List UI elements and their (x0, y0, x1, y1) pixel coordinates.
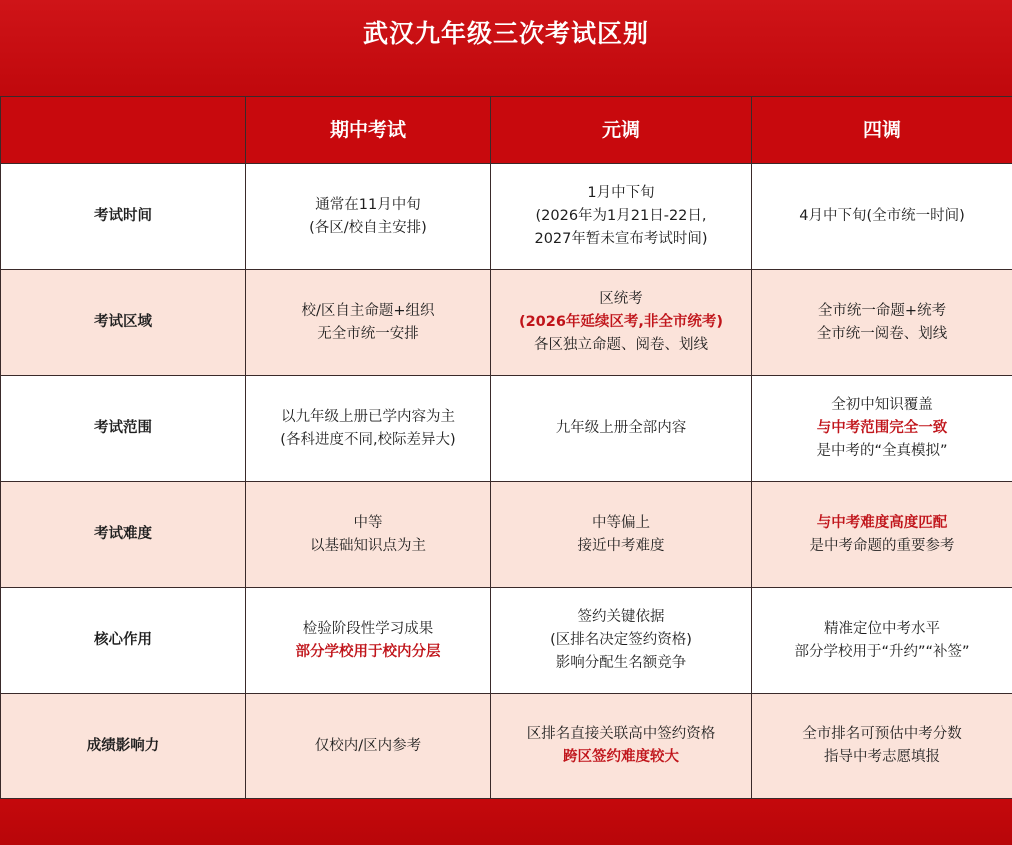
cell-text-line: 是中考命题的重要参考 (809, 537, 955, 554)
cell-text-line: 各区独立命题、阅卷、划线 (534, 337, 708, 353)
cell-text-line: 通常在11月中旬 (315, 196, 421, 213)
cell-score-influence-col3 (752, 694, 1012, 799)
cell-exam-scope-col2 (491, 376, 752, 482)
cell-text-line: 无全市统一安排 (317, 325, 419, 342)
row-label-core-function: 核心作用 (1, 588, 246, 694)
cell-text-line: 九年级上册全部内容 (555, 420, 687, 436)
comparison-table (0, 96, 1012, 799)
cell-exam-region-col3 (752, 270, 1012, 376)
header-sidiao: 四调 (752, 97, 1012, 164)
cell-exam-region-col1 (246, 270, 491, 376)
cell-text-line: 影响分配生名额竞争 (555, 655, 687, 671)
footer-banner (0, 800, 1012, 845)
table-row (1, 482, 1012, 588)
highlight-text: 与中考范围完全一致 (816, 420, 948, 436)
cell-exam-region-col2 (491, 270, 752, 376)
cell-text-line: 签约关键依据 (577, 609, 665, 625)
highlight-text: (2026年延续区考,非全市统考) (518, 314, 724, 330)
cell-text-line: 2027年暂未宣布考试时间) (534, 231, 708, 247)
cell-text-line: 全市排名可预估中考分数 (802, 726, 962, 742)
cell-text-line: 接近中考难度 (577, 537, 665, 554)
cell-text-line: (各区/校自主安排) (309, 219, 427, 236)
cell-exam-scope-col1 (246, 376, 491, 482)
cell-exam-difficulty-col3 (752, 482, 1012, 588)
header-midterm: 期中考试 (246, 97, 491, 164)
cell-text-line: 4月中下旬(全市统一时间) (799, 208, 965, 224)
header-row (1, 97, 1012, 164)
table-body (1, 164, 1012, 799)
cell-text-line: 中等偏上 (592, 514, 650, 531)
cell-text-line: (区排名决定签约资格) (550, 632, 692, 648)
cell-exam-difficulty-col2 (491, 482, 752, 588)
header-yuandiao: 元调 (491, 97, 752, 164)
highlight-text: 与中考难度高度匹配 (816, 514, 948, 531)
highlight-text: 跨区签约难度较大 (563, 749, 679, 765)
cell-exam-time-col1 (246, 164, 491, 270)
cell-text-line: 部分学校用于“升约”“补签” (794, 643, 970, 660)
cell-text-line: 区排名直接关联高中签约资格 (526, 726, 716, 742)
row-label-exam-region: 考试区域 (1, 270, 246, 376)
table-row (1, 164, 1012, 270)
cell-text-line: 校/区自主命题+组织 (301, 302, 435, 319)
cell-core-function-col3 (752, 588, 1012, 694)
row-label-exam-difficulty: 考试难度 (1, 482, 246, 588)
cell-text-line: (2026年为1月21日-22日, (535, 208, 707, 224)
table-row (1, 376, 1012, 482)
cell-text-line: 全初中知识覆盖 (831, 397, 933, 413)
cell-text-line: 仅校内/区内参考 (314, 737, 422, 754)
row-label-exam-time: 考试时间 (1, 164, 246, 270)
cell-text-line: 全市统一命题+统考 (817, 302, 947, 319)
cell-text-line: 全市统一阅卷、划线 (816, 325, 948, 342)
cell-text-line: 区统考 (599, 291, 643, 307)
header-corner-cell (1, 97, 246, 164)
cell-text-line: 1月中下旬 (587, 185, 655, 201)
cell-text-line: 指导中考志愿填报 (824, 749, 940, 765)
cell-score-influence-col1 (246, 694, 491, 799)
highlight-text: 部分学校用于校内分层 (295, 643, 441, 660)
title-banner (0, 0, 1012, 96)
cell-text-line: 是中考的“全真模拟” (816, 443, 948, 459)
cell-exam-scope-col3 (752, 376, 1012, 482)
table-row (1, 588, 1012, 694)
cell-score-influence-col2 (491, 694, 752, 799)
cell-text-line: (各科进度不同,校际差异大) (280, 431, 456, 448)
cell-core-function-col1 (246, 588, 491, 694)
row-label-exam-scope: 考试范围 (1, 376, 246, 482)
cell-exam-time-col3 (752, 164, 1012, 270)
cell-exam-time-col2 (491, 164, 752, 270)
table-row (1, 270, 1012, 376)
cell-text-line: 中等 (353, 514, 383, 531)
cell-text-line: 以九年级上册已学内容为主 (281, 408, 455, 425)
cell-core-function-col2 (491, 588, 752, 694)
table-row (1, 694, 1012, 799)
row-label-score-influence: 成绩影响力 (1, 694, 246, 799)
page-title: 武汉九年级三次考试区别 (362, 19, 649, 48)
cell-text-line: 检验阶段性学习成果 (302, 620, 434, 637)
cell-exam-difficulty-col1 (246, 482, 491, 588)
cell-text-line: 以基础知识点为主 (310, 537, 426, 554)
cell-text-line: 精准定位中考水平 (824, 620, 940, 637)
